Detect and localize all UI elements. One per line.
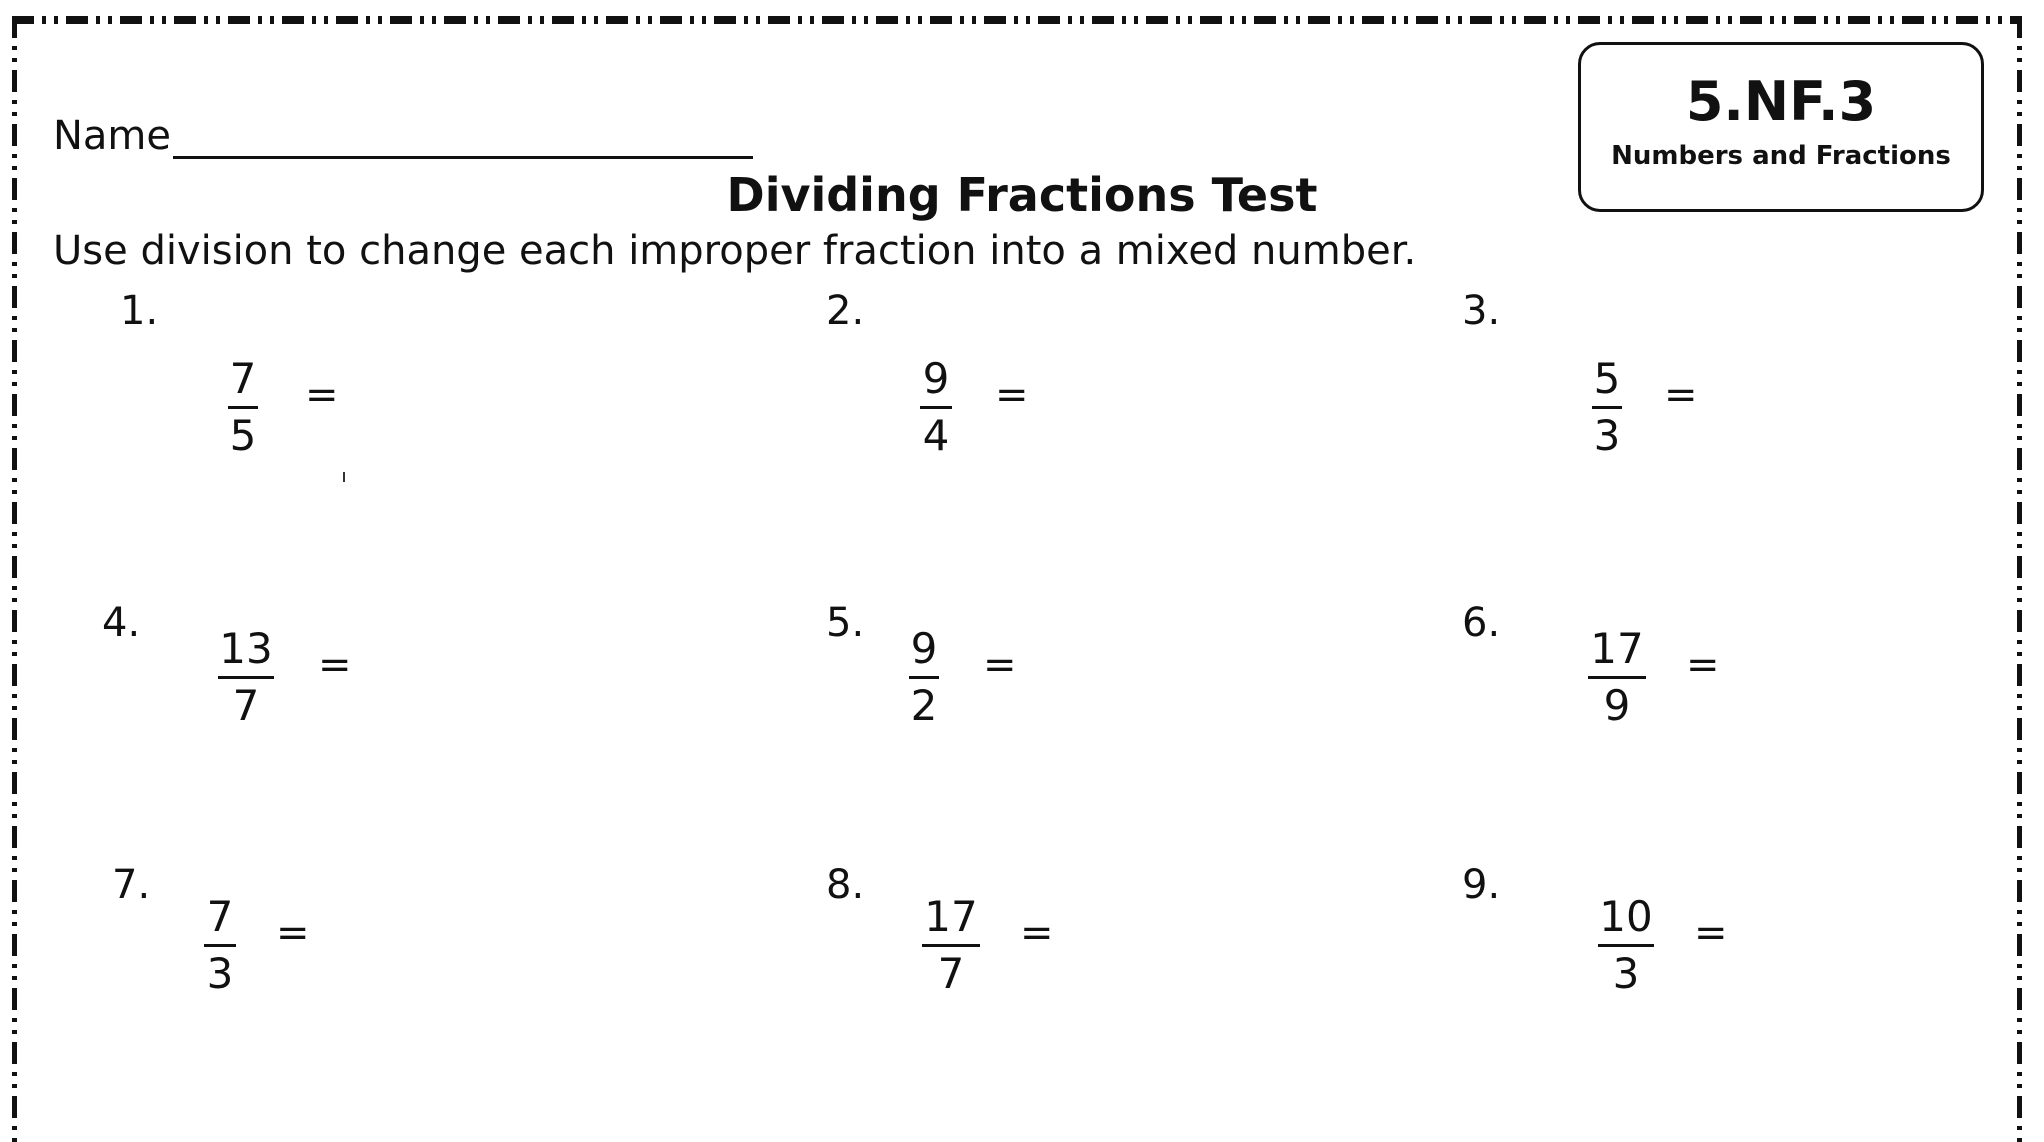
equals-sign: = [276, 910, 310, 956]
page-title-text: Dividing Fractions Test [726, 168, 1318, 222]
fraction [228, 354, 258, 460]
instructions: Use division to change each improper fraction into a mixed number. [53, 228, 1417, 274]
equals-sign: = [1664, 372, 1698, 418]
problem-number: 5. [826, 600, 865, 646]
numerator: 5 [1593, 354, 1621, 403]
equals-sign: = [983, 642, 1017, 688]
denominator: 2 [910, 681, 938, 730]
fraction [1598, 892, 1654, 998]
denominator: 9 [1603, 681, 1631, 730]
numerator: 9 [922, 354, 950, 403]
numerator: 17 [1590, 624, 1644, 673]
problem-number: 9. [1462, 862, 1501, 908]
fraction [218, 624, 274, 730]
numerator: 17 [924, 892, 978, 941]
denominator: 7 [232, 681, 260, 730]
fraction [920, 354, 952, 460]
name-blank-line[interactable] [173, 112, 753, 159]
equals-sign: = [1686, 642, 1720, 688]
equals-sign: = [1694, 910, 1728, 956]
denominator: 7 [937, 949, 965, 998]
problem-number: 6. [1462, 600, 1501, 646]
page-border-top [12, 16, 2022, 24]
equals-sign: = [305, 372, 339, 418]
page-title [0, 168, 2044, 222]
equals-sign: = [995, 372, 1029, 418]
standard-description: Numbers and Fractions [1611, 141, 1951, 171]
denominator: 5 [229, 411, 257, 460]
problem-number: 8. [826, 862, 865, 908]
equals-sign: = [318, 642, 352, 688]
denominator: 4 [922, 411, 950, 460]
name-label: Name [53, 113, 172, 159]
problem-number: 7. [112, 862, 151, 908]
name-field-row [53, 112, 753, 159]
problem-number: 1. [120, 288, 159, 334]
numerator: 7 [206, 892, 234, 941]
numerator: 10 [1599, 892, 1653, 941]
numerator: 9 [910, 624, 938, 673]
fraction [1592, 354, 1622, 460]
standard-code: 5.NF.3 [1685, 70, 1877, 133]
denominator: 3 [1593, 411, 1621, 460]
stray-mark [343, 472, 345, 482]
denominator: 3 [206, 949, 234, 998]
equals-sign: = [1020, 910, 1054, 956]
fraction [1588, 624, 1646, 730]
fraction [204, 892, 236, 998]
problem-number: 2. [826, 288, 865, 334]
problem-number: 4. [102, 600, 141, 646]
denominator: 3 [1612, 949, 1640, 998]
numerator: 7 [229, 354, 257, 403]
numerator: 13 [219, 624, 273, 673]
fraction [922, 892, 980, 998]
fraction [909, 624, 939, 730]
problem-number: 3. [1462, 288, 1501, 334]
